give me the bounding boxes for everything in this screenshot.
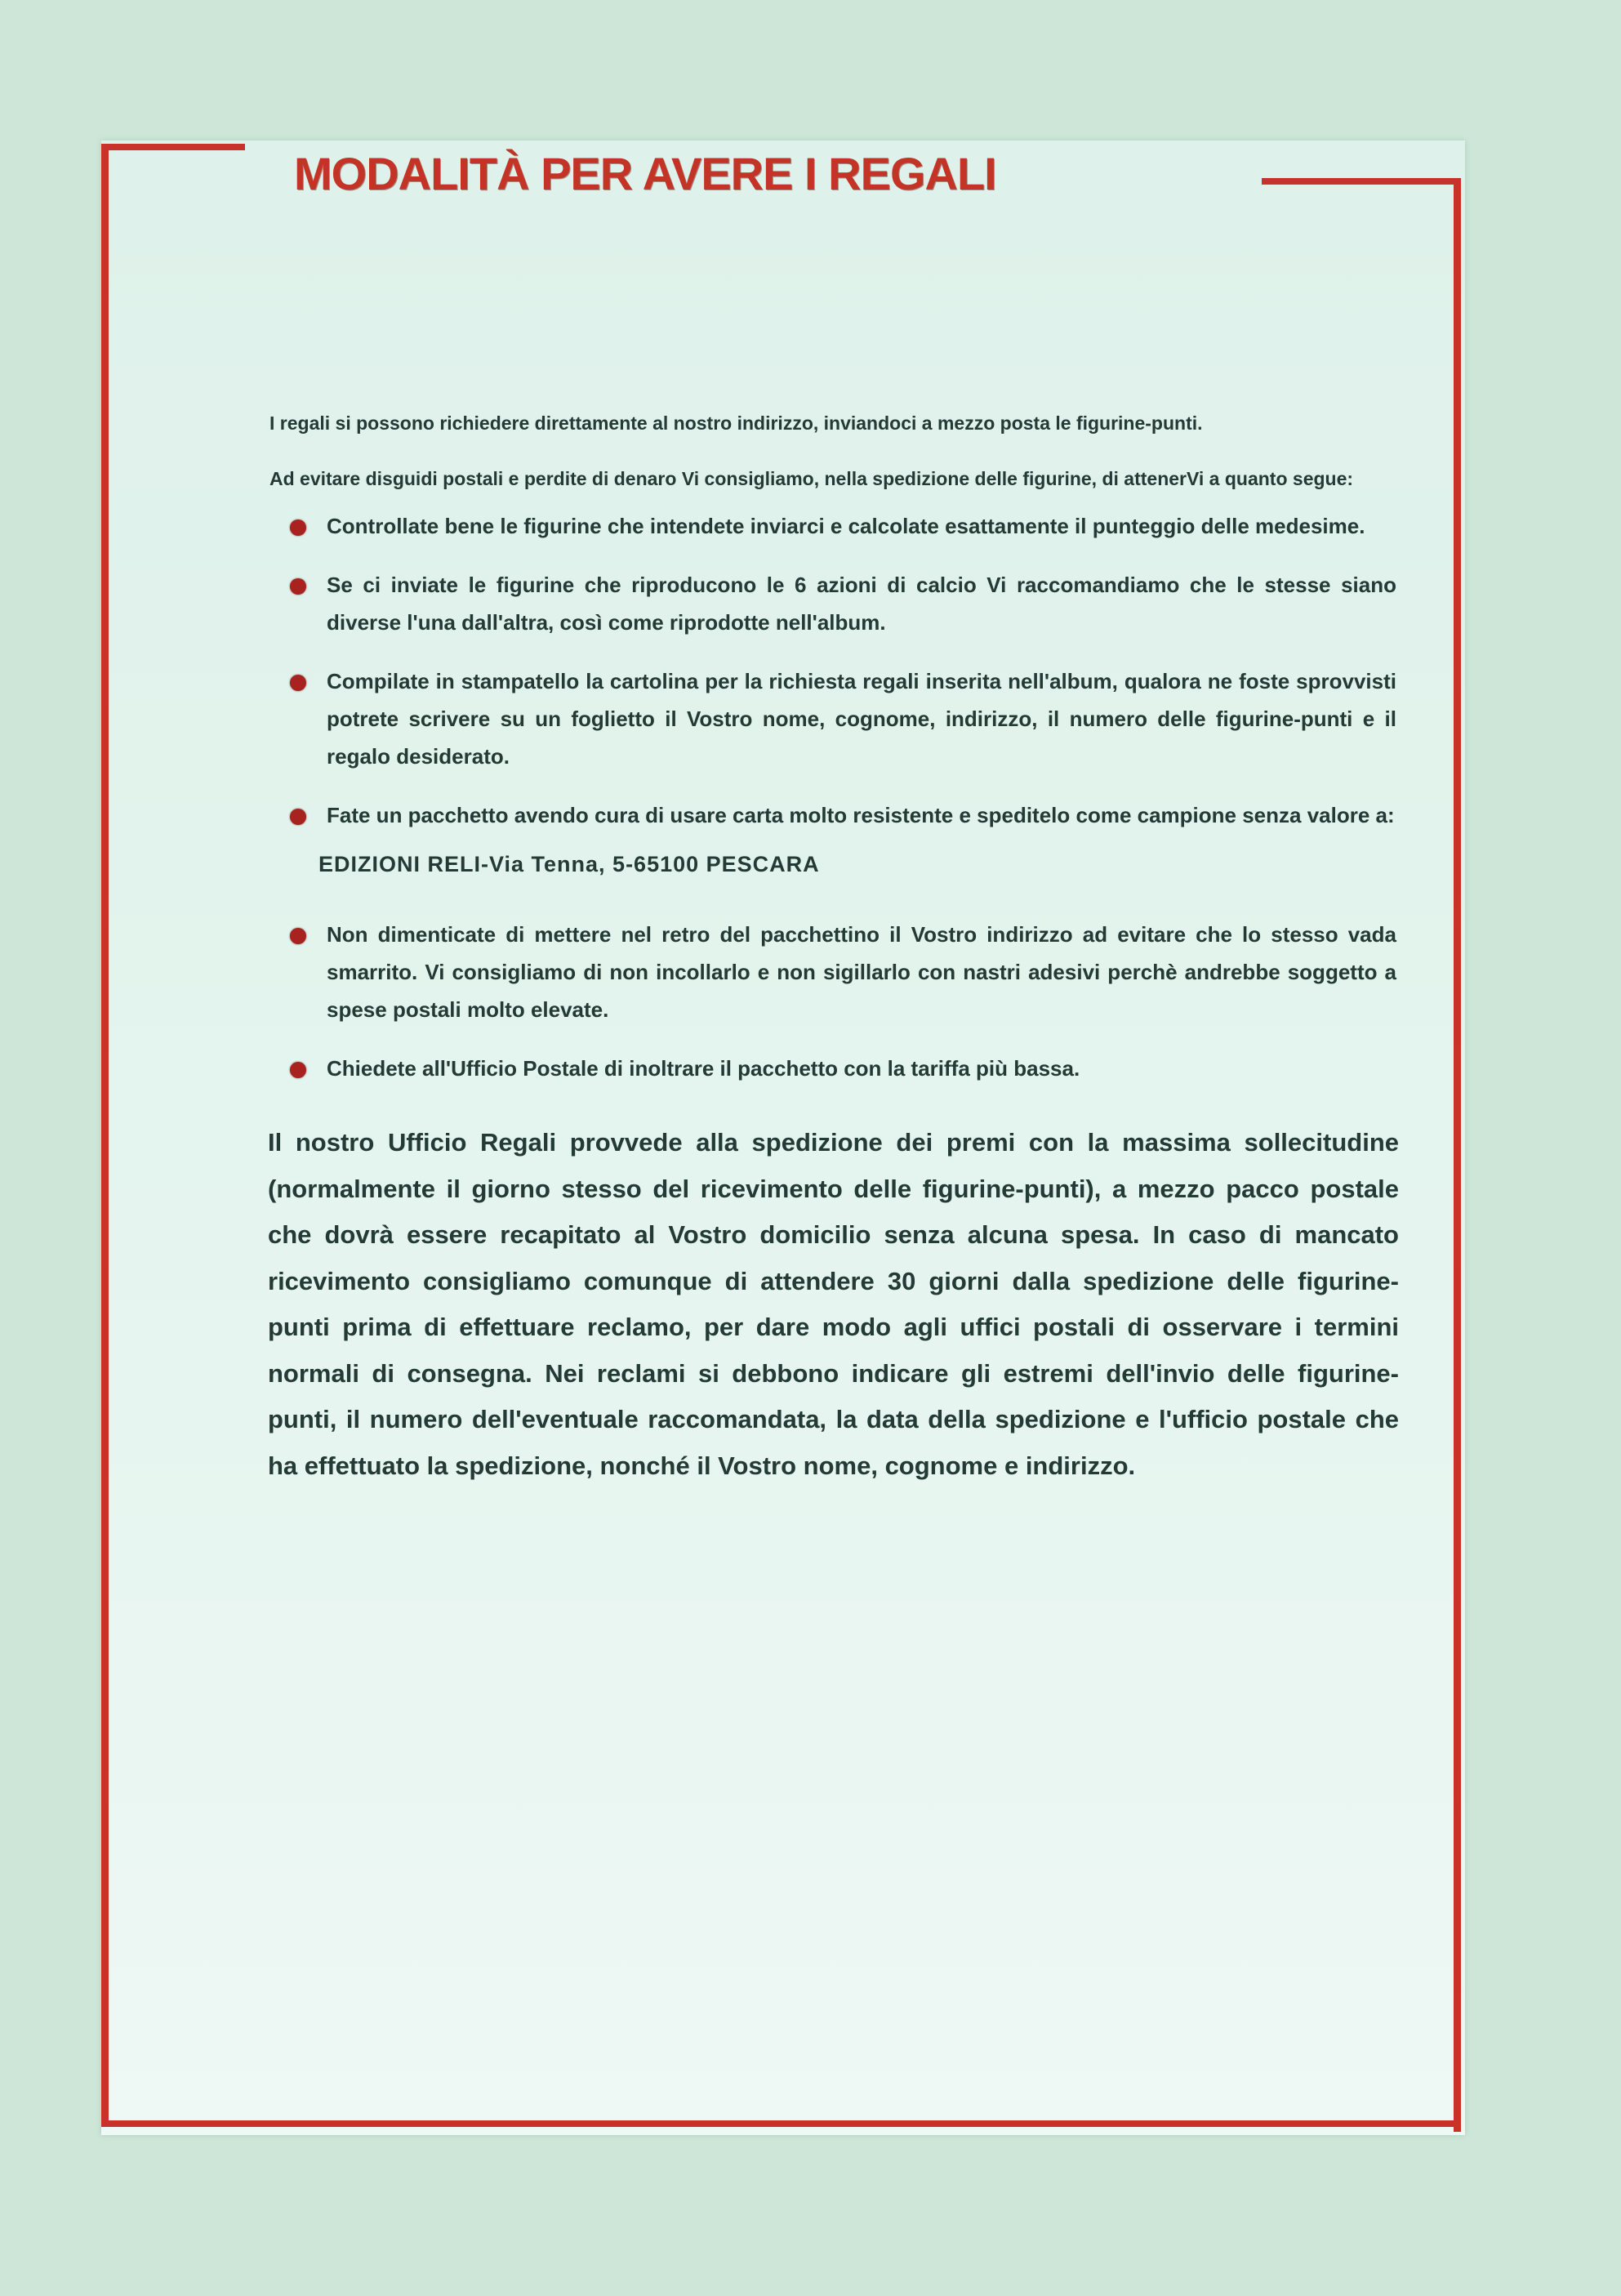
instruction-item [269,916,1396,1028]
instruction-item [269,1050,1396,1087]
rules-content [268,408,1399,1489]
bullet-dot-icon [290,519,306,536]
shipping-address: EDIZIONI RELI-Via Tenna, 5-65100 PESCARA [318,852,820,876]
intro-paragraph: I regali si possono richiedere direttamente al nostro indirizzo, inviandoci a mezzo posta le figurine-punti. [269,412,1203,434]
frame-left-line [101,144,109,2127]
instruction-text: Non dimenticate di mettere nel retro del pacchettino il Vostro indirizzo ad evitare che lo stesso vada smarrito. Vi consigliamo di non incollarlo e non sigillarlo con nastri adesivi perchè andrebbe soggetto a spese postali molto elevate. [327,922,1396,1022]
frame-top-left-line [105,144,245,150]
instruction-item [269,566,1396,641]
bullet-dot-icon [290,675,306,691]
page-title: MODALITÀ PER AVERE I REGALI [294,148,996,199]
closing-paragraph: Il nostro Ufficio Regali provvede alla spedizione dei premi con la massima sollecitudine (normalmente il giorno stesso del ricevimento delle figurine-punti), a mezzo pacco postale che dovrà essere recapitato al Vostro domicilio senza alcuna spesa. In caso di mancato ricevimento consigliamo comunque di attendere 30 giorni dalla spedizione delle figurine-punti prima di effettuare reclamo, per dare modo agli uffici postali di osservare i termini normali di consegna. Nei reclami si debbono indicare gli estremi dell'invio delle figurine-punti, il numero dell'eventuale raccomandata, la data della spedizione e l'ufficio postale che ha effettuato la spedizione, nonché il Vostro nome, cognome e indirizzo. [268,1128,1399,1480]
bullet-dot-icon [290,809,306,825]
bullet-dot-icon [290,928,306,944]
lead-paragraph: Ad evitare disguidi postali e perdite di denaro Vi consigliamo, nella spedizione delle figurine, di attenerVi a quanto segue: [269,468,1354,489]
instruction-text: Se ci inviate le figurine che riproducono le 6 azioni di calcio Vi raccomandiamo che le stesse siano diverse l'una dall'altra, così come riprodotte nell'album. [327,573,1396,635]
instructions-list-continued [269,916,1396,1087]
instruction-item [269,796,1396,834]
bullet-dot-icon [290,1062,306,1078]
instruction-text: Compilate in stampatello la cartolina per la richiesta regali inserita nell'album, qualora ne foste sprovvisti potrete scrivere su un foglietto il Vostro nome, cognome, indirizzo, il numero delle figurine-punti e il regalo desiderato. [327,669,1396,769]
instruction-item [269,662,1396,775]
frame-top-right-line [1262,178,1460,185]
instruction-text: Fate un pacchetto avendo cura di usare carta molto resistente e speditelo come campione senza valore a: [327,803,1395,827]
instruction-text: Chiedete all'Ufficio Postale di inoltrare il pacchetto con la tariffa più bassa. [327,1056,1080,1081]
instruction-text: Controllate bene le figurine che intendete inviarci e calcolate esattamente il punteggio delle medesime. [327,514,1365,538]
frame-right-line [1454,178,1461,2132]
bullet-dot-icon [290,578,306,595]
instructions-list [269,507,1396,834]
instruction-item [269,507,1396,545]
frame-bottom-line [101,2120,1461,2127]
